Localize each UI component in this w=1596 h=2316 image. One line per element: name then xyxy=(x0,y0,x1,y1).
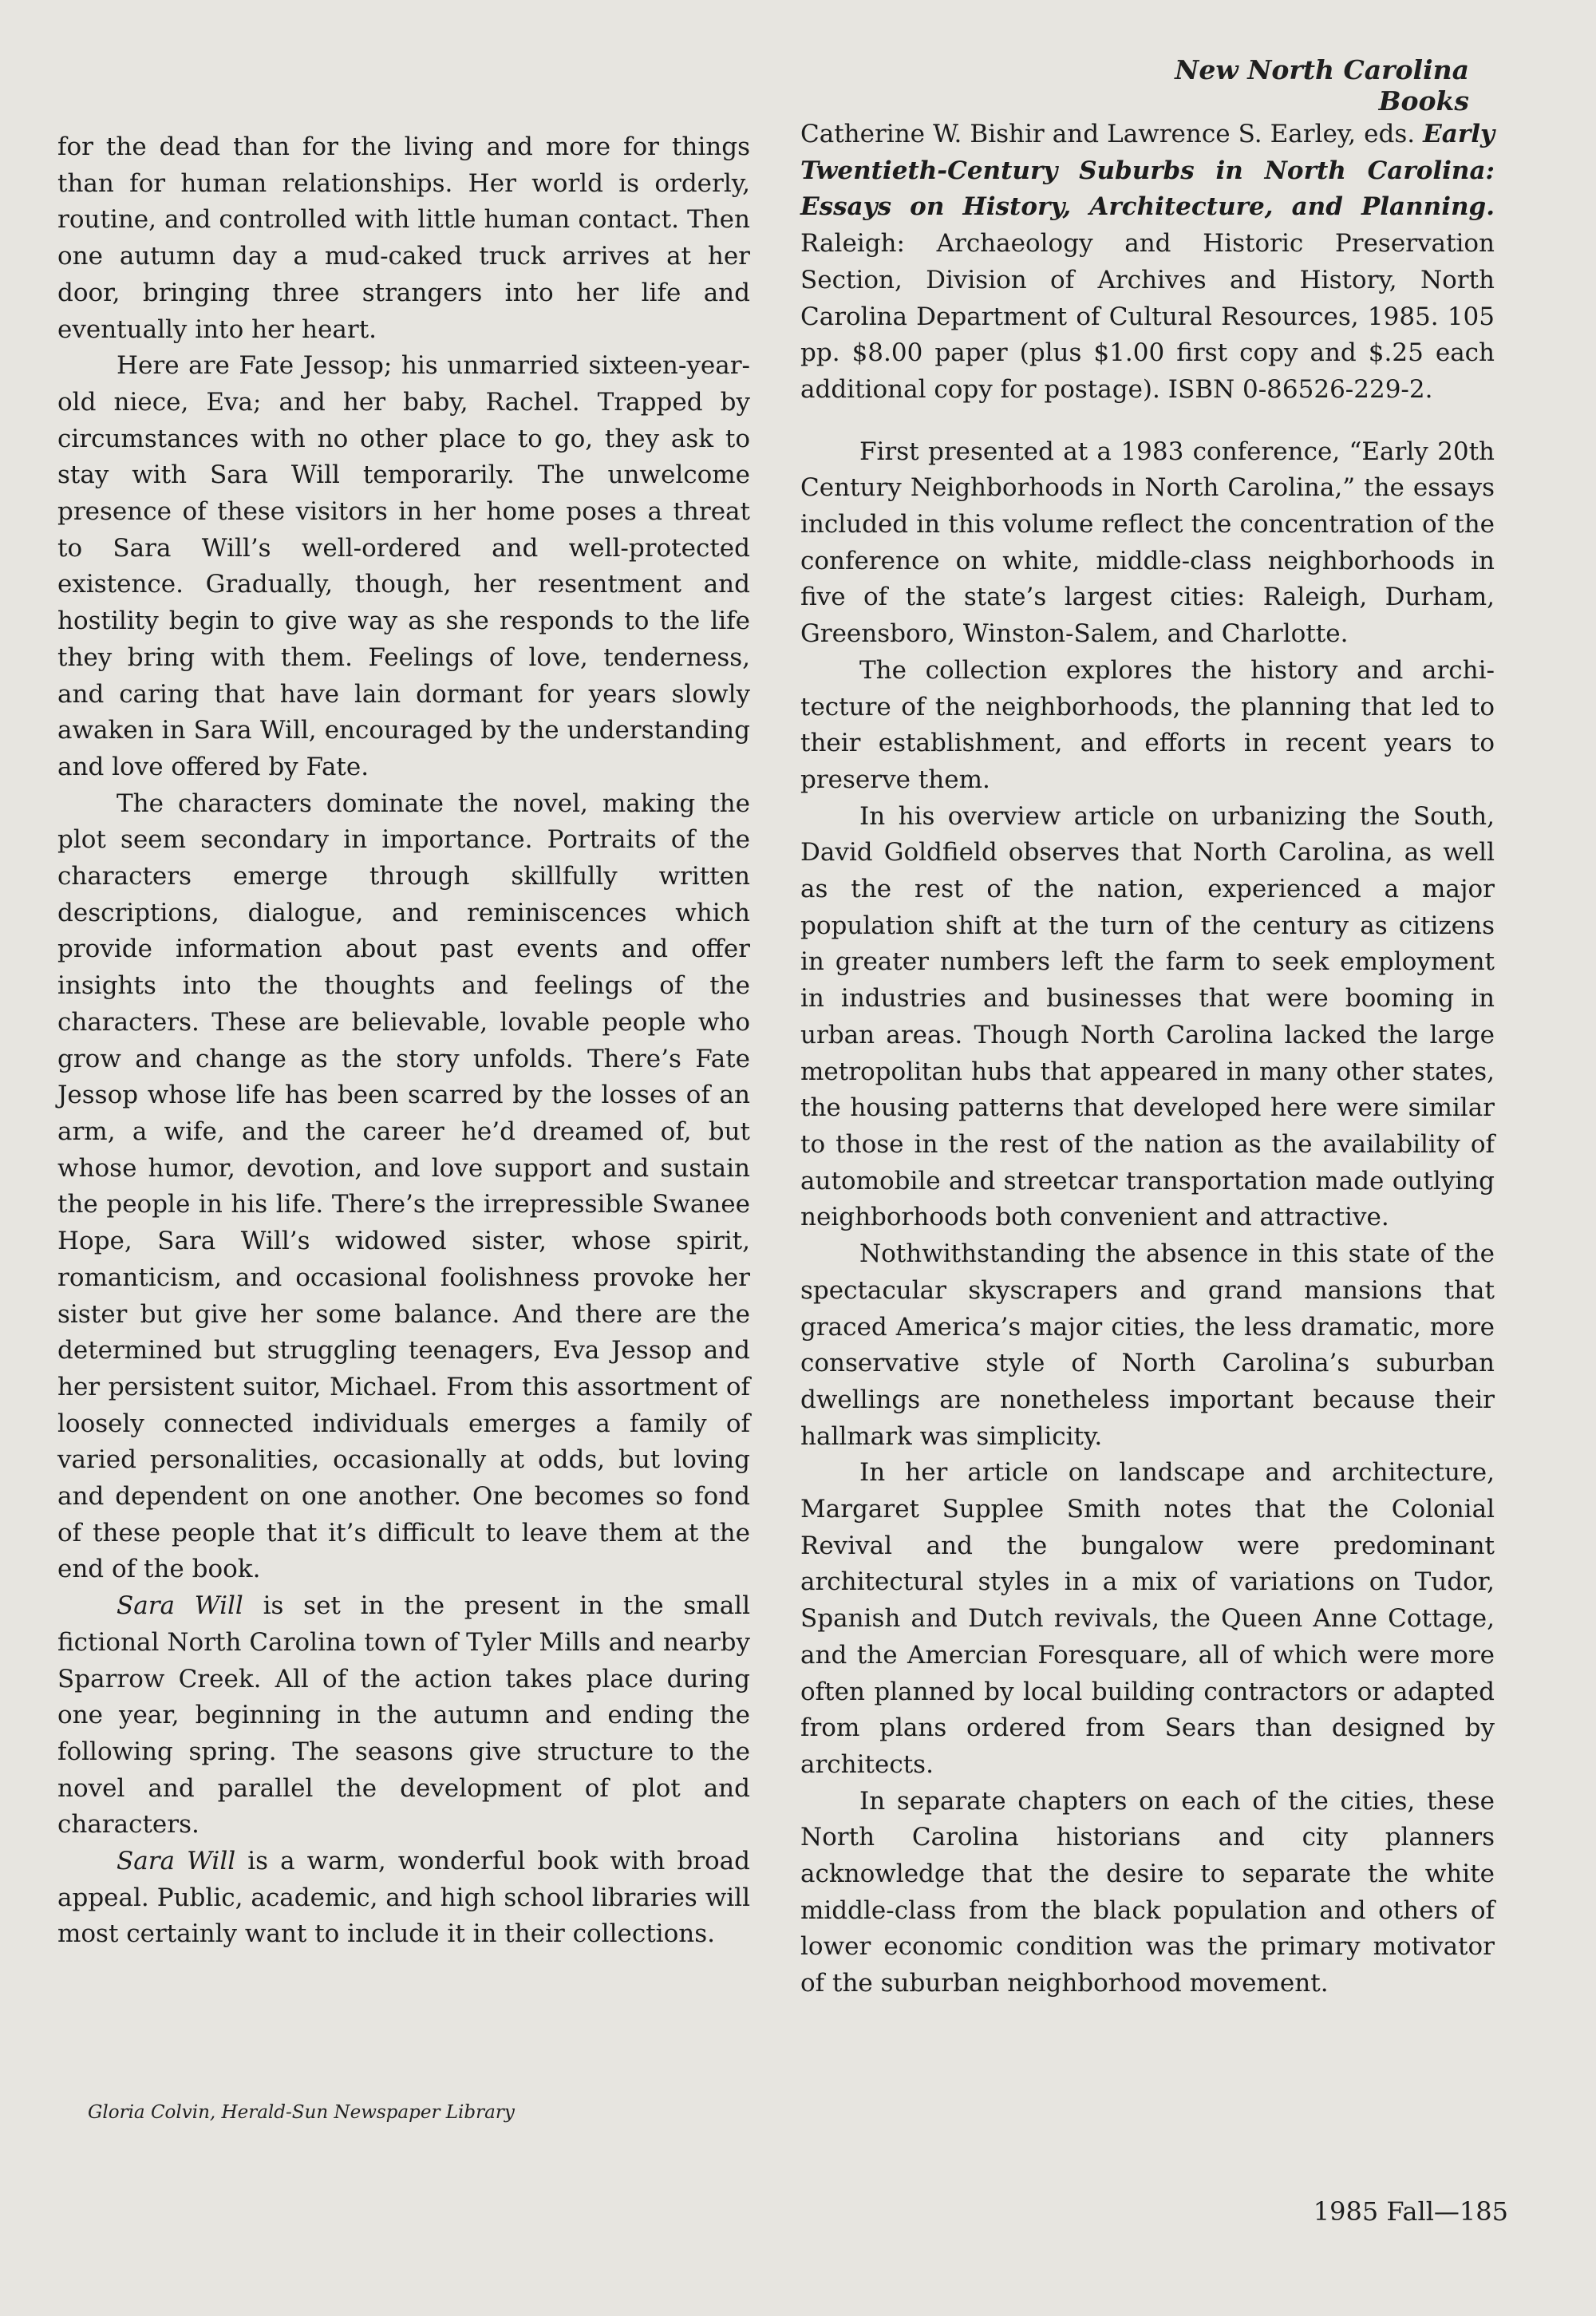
book-title-ref: Sara Will xyxy=(117,1847,236,1876)
right-paragraph-5: In her article on landscape and architecture, Margaret Supplee Smith notes that the Colonial Revival and the bungalow were predominant architectural styles in a mix of variations on Tudor, Spanish and Dutch revivals, the Queen Anne Cottage, and the Amercian Foresquare, all of which were more often planned by local building contractors or adapted from plans ordered from Sears than designed by architects. xyxy=(800,1458,1495,1779)
right-paragraph-4: Nothwithstanding the absence in this state of the spectacular skyscrapers and grand mansions that graced America’s major cities, the less dramatic, more conservative style of North Carolina’s suburban dwellings are nonetheless important because their hallmark was simplicity. xyxy=(800,1239,1495,1451)
citation-editors: Catherine W. Bishir and Lawrence S. Earley, eds. xyxy=(800,120,1424,148)
left-paragraph-4 xyxy=(57,1588,750,1844)
right-paragraph-2: The collection explores the history and architecture of the neighborhoods, the planning that led to their establishment, and efforts in recent years to preserve them. xyxy=(800,655,1495,794)
right-column xyxy=(800,117,1495,2002)
citation-title: Early Twentieth-Century Suburbs in North Carolina: Essays on History, Architecture, and Planning. xyxy=(800,120,1495,222)
page-footer: 1985 Fall—185 xyxy=(1313,2196,1508,2227)
left-paragraph-2: Here are Fate Jessop; his unmarried sixteen-year-old niece, Eva; and her baby, Rachel. Trapped by circumstances with no other place to go, they ask to stay with Sara Will temporarily. The unwelcome presence of these visitors in her home poses a threat to Sara Will’s well-ordered and well-protected existence. Gradually, though, her resentment and hostility begin to give way as she responds to the life they bring with them. Feelings of love, tenderness, and caring that have lain dormant for years slowly awaken in Sara Will, encouraged by the understanding and love offered by Fate. xyxy=(57,351,750,781)
right-paragraph-1: First presented at a 1983 conference, “Early 20th Century Neighborhoods in North Carolina,” the essays included in this volume reflect the concentration of the conference on white, middle-class neighborhoods in five of the state’s largest cities: Raleigh, Durham, Greensboro, Winston-Salem, and Charlotte. xyxy=(800,437,1495,649)
right-paragraph-3: In his overview article on urbanizing the South, David Goldfield observes that North Carolina, as well as the rest of the nation, experienced a major population shift at the turn of the century as citizens in greater numbers left the farm to seek employment in industries and businesses that were booming in urban areas. Though North Carolina lacked the large metropolitan hubs that appeared in many other states, the housing patterns that developed here were similar to those in the rest of the nation as the availability of automobile and streetcar transportation made outlying neighborhoods both convenient and attractive. xyxy=(800,801,1495,1232)
left-paragraph-5 xyxy=(57,1844,750,1953)
left-paragraph-4-text: is set in the present in the small fictional North Carolina town of Tyler Mills and nearby Sparrow Creek. All of the action takes place during one year, beginning in the autumn and ending the following spring. The seasons give structure to the novel and parallel the development of plot and characters. xyxy=(57,1591,751,1840)
reviewer-signature: Gloria Colvin, Herald-Sun Newspaper Library xyxy=(88,2102,515,2123)
book-title-ref: Sara Will xyxy=(117,1591,243,1621)
right-paragraph-6: In separate chapters on each of the cities, these North Carolina historians and city planners acknowledge that the desire to separate the white middle-class from the black population and others of lower economic condition was the primary motivator of the suburban neighborhood movement. xyxy=(800,1786,1495,1998)
citation-details: Raleigh: Archaeology and Historic Preservation Section, Division of Archives and History, North Carolina Department of Cultural Resources, 1985. 105 pp. $8.00 paper (plus $1.00 first copy and $.25 each additional copy for postage). ISBN 0-86526-229-2. xyxy=(800,229,1495,404)
left-paragraph-3: The characters dominate the novel, making the plot seem secondary in importance. Portraits of the characters emerge through skillfully written descriptions, dialogue, and reminiscences which provide information about past events and offer insights into the thoughts and feelings of the characters. These are believable, lovable people who grow and change as the story unfolds. There’s Fate Jessop whose life has been scarred by the losses of an arm, a wife, and the career he’d dreamed of, but whose humor, devotion, and love support and sustain the people in his life. There’s the irrepressible Swanee Hope, Sara Will’s widowed sister, whose spirit, romanticism, and occasional foolishness provoke her sister but give her some balance. And there are the determined but struggling teenagers, Eva Jessop and her persistent suitor, Michael. From this assortment of loosely connected individuals emerges a family of varied personalities, occasionally at odds, but loving and dependent on one another. One becomes so fond of these people that it’s difficult to leave them at the end of the book. xyxy=(57,788,750,1584)
left-paragraph-5-text: is a warm, wonderful book with broad appeal. Public, academic, and high school libraries will most certainly want to include it in their collections. xyxy=(57,1847,751,1949)
left-column xyxy=(57,129,750,1953)
left-paragraph-1: for the dead than for the living and more for things than for human relationships. Her world is orderly, routine, and controlled with little human contact. Then one autumn day a mud-caked truck arrives at her door, bringing three strangers into her life and eventually into her heart. xyxy=(57,132,750,344)
book-citation xyxy=(800,117,1495,409)
running-header: New North Carolina Books xyxy=(1175,54,1469,117)
